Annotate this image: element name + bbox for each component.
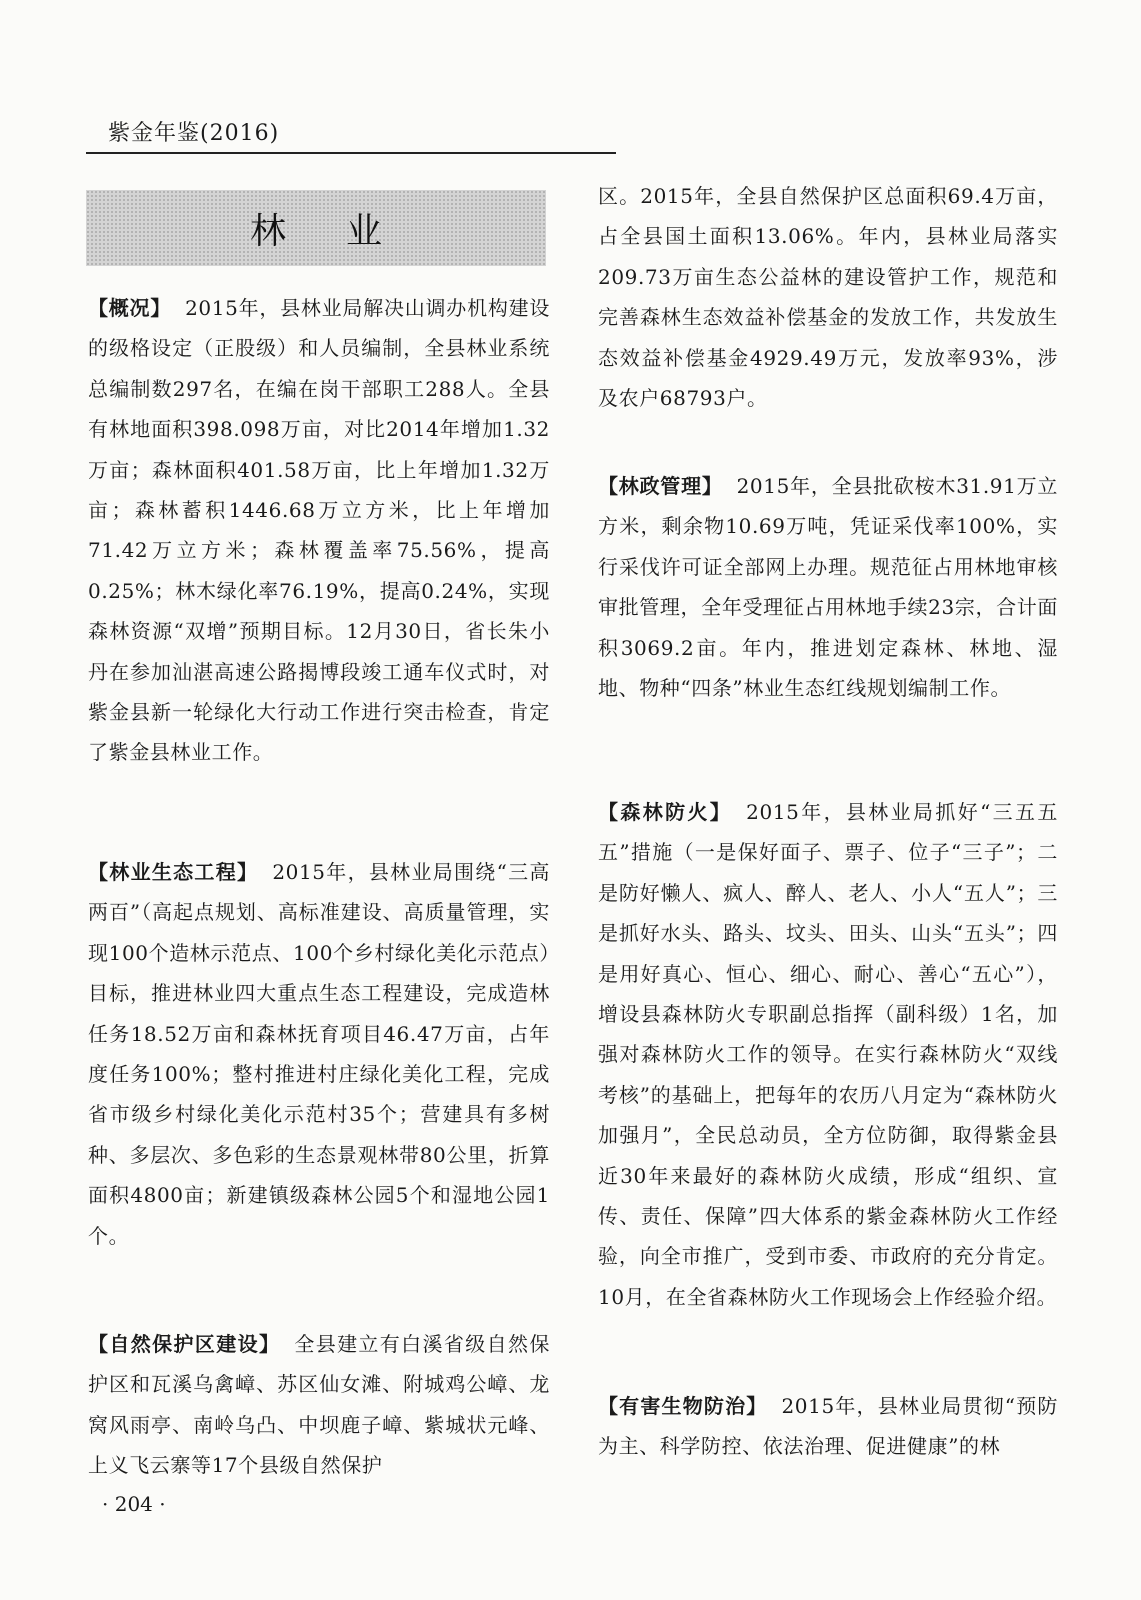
heading-fire-prevention: 【森林防火】	[598, 800, 733, 824]
left-column-para-2	[88, 852, 550, 1256]
paragraph-nature-reserve	[88, 1324, 550, 1486]
heading-overview: 【概况】	[88, 296, 172, 320]
paragraph-forest-admin	[598, 466, 1058, 708]
text-fire-prevention: 2015年，县林业局抓好“三五五五”措施（一是保好面子、票子、位子“三子”；二是防好懒人、疯人、醉人、老人、小人“五人”；三是抓好水头、路头、坟头、田头、山头“五头”；四是用好真心、恒心、细心、耐心、善心“五心”），增设县森林防火专职副总指挥（副科级）1名，加强对森林防火工作的领导。在实行森林防火“双线考核”的基础上，把每年的农历八月定为“森林防火加强月”，全民总动员，全方位防御，取得紫金县近30年来最好的森林防火成绩，形成“组织、宣传、责任、保障”四大体系的紫金森林防火工作经验，向全市推广，受到市委、市政府的充分肯定。10月，在全省森林防火工作现场会上作经验介绍。	[598, 800, 1058, 1309]
paragraph-fire-prevention	[598, 792, 1058, 1317]
section-title: 林业	[249, 210, 442, 252]
paragraph-overview	[88, 288, 550, 773]
text-eco-engineering: 2015年，县林业局围绕“三高两百”（高起点规划、高标准建设、高质量管理，实现100个造林示范点、100个乡村绿化美化示范点）目标，推进林业四大重点生态工程建设，完成造林任务18.52万亩和森林抚育项目46.47万亩，占年度任务100%；整村推进村庄绿化美化工程，完成省市级乡村绿化美化示范村35个；营建具有多树种、多层次、多色彩的生态景观林带80公里，折算面积4800亩；新建镇级森林公园5个和湿地公园1个。	[88, 860, 550, 1248]
header-rule	[86, 152, 616, 154]
left-column-para-3	[88, 1324, 550, 1486]
heading-pest-control: 【有害生物防治】	[598, 1394, 768, 1418]
right-column-para-1	[598, 176, 1058, 418]
paragraph-pest-control	[598, 1386, 1058, 1467]
heading-nature-reserve: 【自然保护区建设】	[88, 1332, 281, 1356]
text-nature-reserve: 全县建立有白溪省级自然保护区和瓦溪乌禽嶂、苏区仙女滩、附城鸡公嶂、龙窝风雨亭、南岭乌凸、中坝鹿子嶂、紫城状元峰、上义飞云寨等17个县级自然保护	[88, 1332, 550, 1478]
section-title-banner	[86, 190, 546, 266]
text-pest-control: 2015年，县林业局贯彻“预防为主、科学防控、依法治理、促进健康”的林	[598, 1394, 1058, 1459]
heading-forest-admin: 【林政管理】	[598, 474, 723, 498]
heading-eco-engineering: 【林业生态工程】	[88, 860, 259, 884]
page-number: · 204 ·	[102, 1492, 166, 1516]
right-column-para-4	[598, 1386, 1058, 1467]
running-header: 紫金年鉴(2016)	[108, 121, 280, 146]
left-column-para-1	[88, 288, 550, 773]
paragraph-eco-engineering	[88, 852, 550, 1256]
right-column-para-3	[598, 792, 1058, 1317]
text-overview: 2015年，县林业局解决山调办机构建设的级格设定（正股级）和人员编制，全县林业系统总编制数297名，在编在岗干部职工288人。全县有林地面积398.098万亩，对比2014年增加1.32万亩；森林面积401.58万亩，比上年增加1.32万亩；森林蓄积1446.68万立方米，比上年增加71.42万立方米；森林覆盖率75.56%，提高0.25%；林木绿化率76.19%，提高0.24%，实现森林资源“双增”预期目标。12月30日，省长朱小丹在参加汕湛高速公路揭博段竣工通车仪式时，对紫金县新一轮绿化大行动工作进行突击检查，肯定了紫金县林业工作。	[88, 296, 550, 765]
text-forest-admin: 2015年，全县批砍桉木31.91万立方米，剩余物10.69万吨，凭证采伐率100%，实行采伐许可证全部网上办理。规范征占用林地审核审批管理，全年受理征占用林地手续23宗，合计面积3069.2亩。年内，推进划定森林、林地、湿地、物种“四条”林业生态红线规划编制工作。	[598, 474, 1058, 701]
right-column-para-2	[598, 466, 1058, 708]
paragraph-nature-reserve-cont: 区。2015年，全县自然保护区总面积69.4万亩，占全县国土面积13.06%。年内，县林业局落实209.73万亩生态公益林的建设管护工作，规范和完善森林生态效益补偿基金的发放工作，共发放生态效益补偿基金4929.49万元，发放率93%，涉及农户68793户。	[598, 184, 1058, 411]
